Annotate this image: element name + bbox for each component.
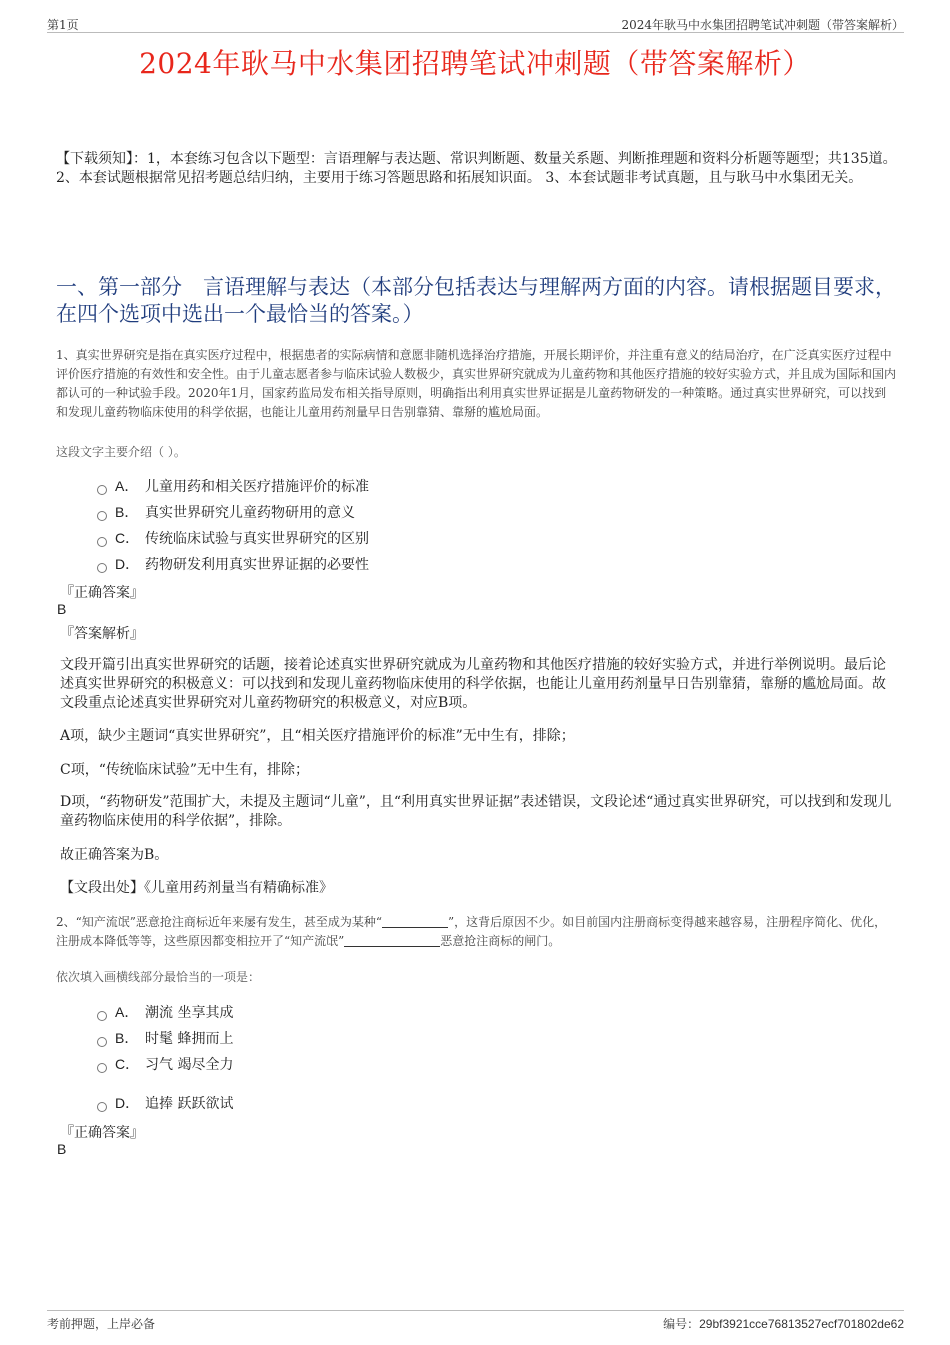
q2-answer: B	[57, 1141, 67, 1157]
q1-answer-label: 『正确答案』	[60, 585, 144, 601]
download-notice: 【下载须知】：1，本套练习包含以下题型：言语理解与表达题、常识判断题、数量关系题、判断推理题和资料分析题等题型；共135道。 2、本套试题根据常见招考题总结归纳，主要用于练习答题思路和拓展知识面。 3、本套试题非考试真题，且与耿马中水集团无关。	[56, 151, 897, 186]
page-footer	[47, 1310, 904, 1333]
radio-icon[interactable]	[97, 1063, 107, 1073]
header-doc-title: 2024年耿马中水集团招聘笔试冲刺题（带答案解析）	[621, 18, 904, 32]
radio-icon[interactable]	[97, 1102, 107, 1112]
q2-option-d[interactable]: D． 追捧 跃跃欲试	[97, 1093, 233, 1113]
radio-icon[interactable]	[97, 1037, 107, 1047]
q1-source: 【文段出处】《儿童用药剂量当有精确标准》	[60, 880, 333, 896]
question-2-prompt: 依次填入画横线部分最恰当的一项是：	[56, 970, 261, 984]
page-header	[47, 14, 904, 33]
q2-option-c[interactable]: C． 习气 竭尽全力	[97, 1054, 233, 1074]
q1-option-b[interactable]: B． 真实世界研究儿童药物研用的意义	[97, 502, 355, 522]
q1-conclusion: 故正确答案为B。	[60, 847, 169, 863]
question-1-prompt: 这段文字主要介绍（ ）。	[56, 445, 186, 459]
question-2-text: 2、“知产流氓”恶意抢注商标近年来屡有发生，甚至成为某种“ ”，这背后原因不少。如目前国内注册商标变得越来越容易，注册程序简化、优化，注册成本降低等等，这些原因都变相拉开了“知产流氓” 恶意抢注商标的闸门。	[56, 915, 887, 948]
q1-option-c[interactable]: C． 传统临床试验与真实世界研究的区别	[97, 528, 369, 548]
section-heading: 一、第一部分 言语理解与表达（本部分包括表达与理解两方面的内容。请根据题目要求，在四个选项中选出一个最恰当的答案。）	[56, 275, 896, 326]
q2-answer-label: 『正确答案』	[60, 1125, 144, 1141]
radio-icon[interactable]	[97, 1011, 107, 1021]
fill-blank-1[interactable]	[382, 915, 448, 928]
radio-icon[interactable]	[97, 537, 107, 547]
q1-option-d[interactable]: D． 药物研发利用真实世界证据的必要性	[97, 554, 369, 574]
question-1-text: 1、真实世界研究是指在真实医疗过程中，根据患者的实际病情和意愿非随机选择治疗措施，开展长期评价，并注重有意义的结局治疗，在广泛真实医疗过程中评价医疗措施的有效性和安全性。由于儿童志愿者参与临床试验人数极少，真实世界研究就成为儿童药物和其他医疗措施的较好实验方式，并且成为国际和国内都认可的一种试验手段。2020年1月，国家药监局发布相关指导原则，明确指出利用真实世界证据是儿童药物研发的一种策略。通过真实世界研究，可以找到和发现儿童药物临床使用的科学依据，也能让儿童用药剂量早日告别靠猜、靠掰的尴尬局面。	[56, 348, 897, 419]
q1-analysis-label: 『答案解析』	[60, 626, 144, 642]
radio-icon[interactable]	[97, 511, 107, 521]
q1-analysis-summary: 文段开篇引出真实世界研究的话题，接着论述真实世界研究就成为儿童药物和其他医疗措施的较好实验方式，并进行举例说明。最后论述真实世界研究的积极意义：可以找到和发现儿童药物临床使用的科学依据，也能让儿童用药剂量早日告别靠猜，靠掰的尴尬局面。故文段重点论述真实世界研究对儿童药物研究的积极意义，对应B项。	[60, 657, 886, 711]
q1-option-a[interactable]: A． 儿童用药和相关医疗措施评价的标准	[97, 476, 369, 496]
footer-code: 编号：29bf3921cce76813527ecf701802de62	[663, 1317, 904, 1331]
page-number: 第1页	[47, 18, 79, 32]
q2-option-a[interactable]: A． 潮流 坐享其成	[97, 1002, 233, 1022]
q1-analysis-d: D项，“药物研发”范围扩大，未提及主题词“儿童”，且“利用真实世界证据”表述错误，文段论述“通过真实世界研究，可以找到和发现儿童药物临床使用的科学依据”，排除。	[60, 794, 892, 829]
q2-option-b[interactable]: B． 时髦 蜂拥而上	[97, 1028, 233, 1048]
radio-icon[interactable]	[97, 485, 107, 495]
radio-icon[interactable]	[97, 563, 107, 573]
footer-slogan: 考前押题，上岸必备	[47, 1317, 156, 1331]
document-title: 2024年耿马中水集团招聘笔试冲刺题（带答案解析）	[139, 47, 811, 80]
fill-blank-2[interactable]	[344, 934, 440, 947]
q1-analysis-a: A项，缺少主题词“真实世界研究”，且“相关医疗措施评价的标准”无中生有，排除；	[60, 728, 575, 744]
q1-answer: B	[57, 601, 67, 617]
q1-analysis-c: C项，“传统临床试验”无中生有，排除；	[60, 762, 310, 778]
